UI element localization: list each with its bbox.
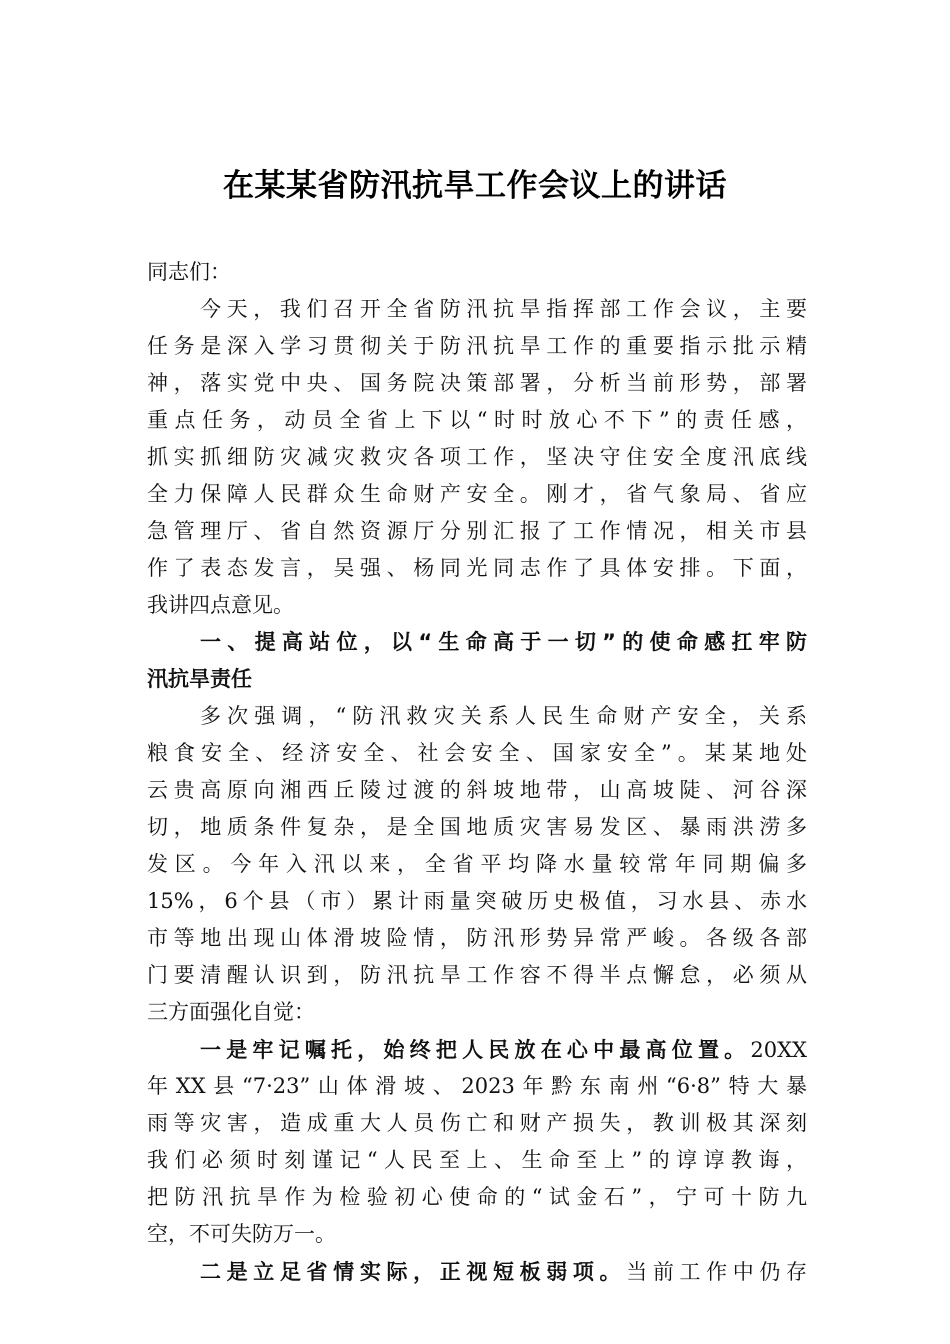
paragraph-line: 三方面强化自觉： bbox=[147, 1000, 315, 1024]
paragraph-line: 重点任务，动员全省上下以“时时放心不下”的责任感， bbox=[147, 408, 807, 432]
paragraph-line: 年XX县“7·23”山体滑坡、2023年黔东南州“6·8”特大暴 bbox=[147, 1074, 807, 1098]
inline-text: 20XX bbox=[750, 1038, 807, 1062]
bold-lead: 二是立足省情实际，正视短板弱项。 bbox=[200, 1259, 627, 1284]
paragraph-line: 市等地出现山体滑坡险情，防汛形势异常严峻。各级各部 bbox=[147, 926, 807, 950]
paragraph-line: 急管理厅、省自然资源厅分别汇报了工作情况，相关市县 bbox=[147, 519, 807, 543]
paragraph-line: 切，地质条件复杂，是全国地质灾害易发区、暴雨洪涝多 bbox=[147, 815, 807, 839]
paragraph-line: 门要清醒认识到，防汛抗旱工作容不得半点懈怠，必须从 bbox=[147, 963, 807, 987]
paragraph-line: 任务是深入学习贯彻关于防汛抗旱工作的重要指示批示精 bbox=[147, 334, 807, 358]
bold-lead: 一是牢记嘱托，始终把人民放在心中最高位置。 bbox=[200, 1037, 751, 1062]
heading-line: 一、提高站位，以“生命高于一切”的使命感扛牢防 bbox=[200, 630, 807, 654]
paragraph-line: 神，落实党中央、国务院决策部署，分析当前形势，部署 bbox=[147, 371, 807, 395]
paragraph-line: 作了表态发言，吴强、杨同光同志作了具体安排。下面， bbox=[147, 556, 807, 580]
paragraph-line: 15%，6个县（市）累计雨量突破历史极值，习水县、赤水 bbox=[147, 889, 807, 913]
section-heading-1 bbox=[147, 624, 807, 698]
paragraph-line: 粮食安全、经济安全、社会安全、国家安全”。某某地处 bbox=[147, 741, 807, 765]
paragraph-line: 雨等灾害，造成重大人员伤亡和财产损失，教训极其深刻 bbox=[147, 1111, 807, 1135]
paragraph-line: 多次强调，“防汛救灾关系人民生命财产安全，关系 bbox=[200, 704, 807, 728]
paragraph-point-two bbox=[147, 1253, 807, 1290]
paragraph-line: 全力保障人民群众生命财产安全。刚才，省气象局、省应 bbox=[147, 482, 807, 506]
paragraph-line: 空，不可失防万一。 bbox=[147, 1222, 336, 1246]
heading-line: 汛抗旱责任 bbox=[147, 667, 252, 691]
paragraph-line: 把防汛抗旱作为检验初心使命的“试金石”，宁可十防九 bbox=[147, 1185, 807, 1209]
paragraph-situation bbox=[147, 698, 807, 1031]
paragraph-line: 我们必须时刻谨记“人民至上、生命至上”的谆谆教诲， bbox=[147, 1148, 807, 1172]
greeting: 同志们： bbox=[147, 260, 231, 284]
paragraph-point-one bbox=[147, 1031, 807, 1253]
paragraph-opening bbox=[147, 291, 807, 624]
paragraph-line: 今天，我们召开全省防汛抗旱指挥部工作会议，主要 bbox=[200, 297, 807, 321]
paragraph-line: 我讲四点意见。 bbox=[147, 593, 294, 617]
paragraph-line: 云贵高原向湘西丘陵过渡的斜坡地带，山高坡陡、河谷深 bbox=[147, 778, 807, 802]
paragraph-line: 抓实抓细防灾减灾救灾各项工作，坚决守住安全度汛底线 bbox=[147, 445, 807, 469]
inline-text: 当前工作中仍存 bbox=[626, 1260, 807, 1284]
paragraph-line bbox=[147, 1253, 807, 1290]
paragraph-line: 发区。今年入汛以来，全省平均降水量较常年同期偏多 bbox=[147, 852, 807, 876]
page-title: 在某某省防汛抗旱工作会议上的讲话 bbox=[223, 168, 727, 204]
speech-body bbox=[147, 254, 807, 1290]
paragraph-line bbox=[147, 1031, 807, 1068]
